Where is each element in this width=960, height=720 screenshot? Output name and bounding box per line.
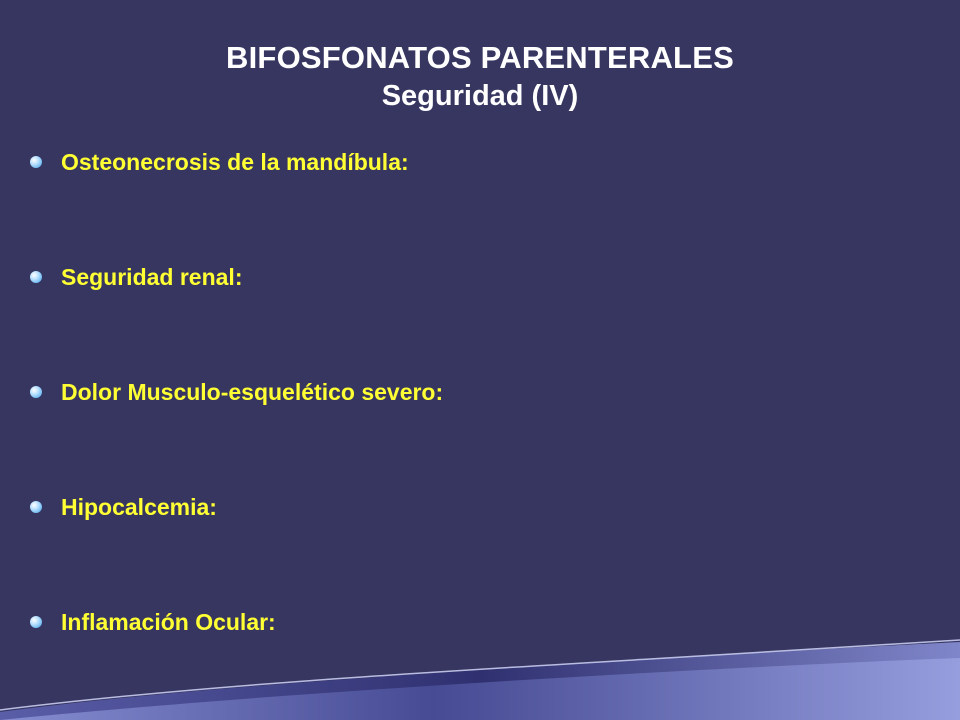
bullet-text: Inflamación Ocular:	[61, 609, 276, 635]
slide-subtitle: Seguridad (IV)	[381, 80, 579, 112]
slide-title: BIFOSFONATOS PARENTERALES	[226, 40, 734, 75]
bullet-dot-icon	[30, 501, 42, 513]
bullet-text: Dolor Musculo-esquelético severo:	[61, 379, 444, 405]
bullet-dot-icon	[30, 616, 42, 628]
bullet-text: Seguridad renal:	[61, 264, 243, 290]
title-block	[0, 38, 960, 114]
bottom-wave-decoration	[0, 630, 960, 720]
bullet-dot-icon	[30, 271, 42, 283]
bullet-dot-icon	[30, 386, 42, 398]
bullet-dot-icon	[30, 156, 42, 168]
bullet-text: Osteonecrosis de la mandíbula:	[61, 149, 409, 175]
bullet-text: Hipocalcemia:	[61, 494, 217, 520]
